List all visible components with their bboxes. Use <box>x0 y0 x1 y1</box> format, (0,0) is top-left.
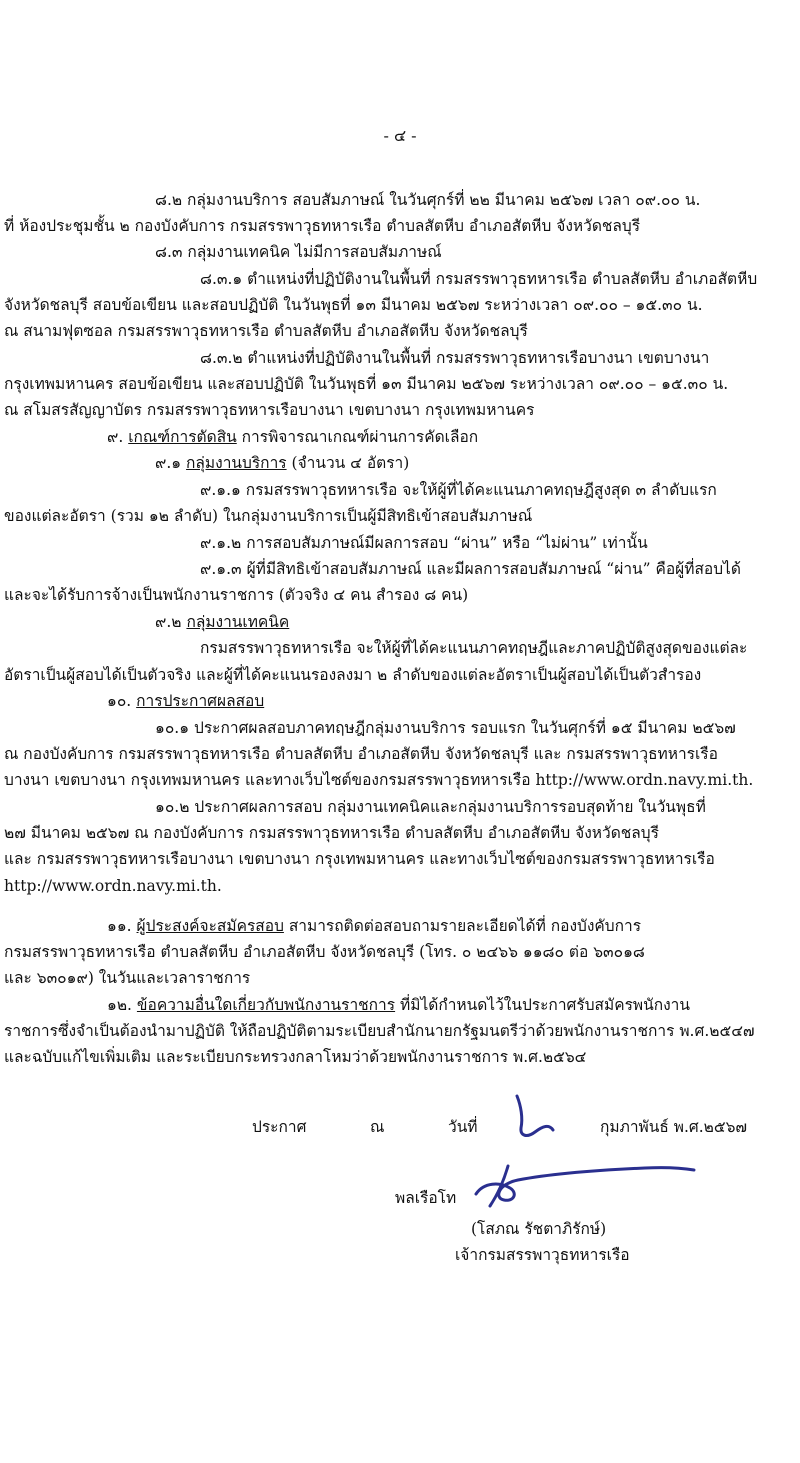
section-10-1-text: ประกาศผลสอบภาคทฤษฎีกลุ่มงานบริการ รอบแรก ในวันศุกร์ที่ ๑๕ มีนาคม ๒๕๖๗ <box>194 719 736 737</box>
handwritten-day-numeral <box>505 1092 561 1144</box>
section-8-3-1-line-3: ณ สนามฟุตซอล กรมสรรพาวุธทหารเรือ ตำบลสัตหีบ อำเภอสัตหีบ จังหวัดชลบุรี <box>4 322 528 340</box>
section-12-number: ๑๒. <box>107 996 137 1014</box>
section-8-2-line-2: ที่ ห้องประชุมชั้น ๒ กองบังคับการ กรมสรรพาวุธทหารเรือ ตำบลสัตหีบ อำเภอสัตหีบ จังหวัดชลบุรี <box>4 217 641 235</box>
section-10-2-url: http://www.ordn.navy.mi.th. <box>4 877 222 895</box>
section-9-2-title: กลุ่มงานเทคนิค <box>186 613 290 631</box>
section-11-line-2: กรมสรรพาวุธทหารเรือ ตำบลสัตหีบ อำเภอสัตหีบ จังหวัดชลบุรี (โทร. ๐ ๒๔๖๖ ๑๑๘๐ ต่อ ๖๓๐๑๘ <box>4 943 645 961</box>
section-9-1-3-line-1: ๙.๑.๓ ผู้ที่มีสิทธิเข้าสอบสัมภาษณ์ และมีผลการสอบสัมภาษณ์ “ผ่าน” คือผู้ที่สอบได้ <box>200 560 741 578</box>
signer-position: เจ้ากรมสรรพาวุธทหารเรือ <box>455 1246 630 1264</box>
section-8-3-heading: ๘.๓ กลุ่มงานเทคนิค ไม่มีการสอบสัมภาษณ์ <box>155 243 442 261</box>
section-9-heading <box>107 425 478 449</box>
section-8-2-line-1: ๘.๒ กลุ่มงานบริการ สอบสัมภาษณ์ ในวันศุกร์ที่ ๒๒ มีนาคม ๒๕๖๗ เวลา ๐๙.๐๐ น. <box>155 191 701 209</box>
section-11-number: ๑๑. <box>107 917 137 935</box>
section-9-1-title: กลุ่มงานบริการ <box>186 454 287 472</box>
section-12-text: ที่มิได้กำหนดไว้ในประกาศรับสมัครพนักงาน <box>395 996 690 1014</box>
section-9-1-3-line-2: และจะได้รับการจ้างเป็นพนักงานราชการ (ตัวจริง ๔ คน สำรอง ๘ คน) <box>4 586 469 604</box>
section-10-1-line-1 <box>155 716 736 740</box>
section-12-line-1 <box>107 993 690 1017</box>
date-label: วันที่ <box>448 1118 478 1136</box>
section-10-2-number: ๑๐.๒ <box>155 798 195 816</box>
section-9-2-line-1: กรมสรรพาวุธทหารเรือ จะให้ผู้ที่ได้คะแนนภาคทฤษฎีและภาคปฏิบัติสูงสุดของแต่ละ <box>200 639 748 657</box>
signature-image <box>470 1160 700 1210</box>
section-10-1-line-3: บางนา เขตบางนา กรุงเทพมหานคร และทางเว็บไซต์ของกรมสรรพาวุธทหารเรือ http://www.ordn.navy.mi.th. <box>4 771 754 789</box>
section-8-3-2-line-2: กรุงเทพมหานคร สอบข้อเขียน และสอบปฏิบัติ ในวันพุธที่ ๑๓ มีนาคม ๒๕๖๗ ระหว่างเวลา ๐๙.๐๐ – ๑๕.๓๐ น. <box>4 375 729 393</box>
section-10-1-line-2: ณ กองบังคับการ กรมสรรพาวุธทหารเรือ ตำบลสัตหีบ อำเภอสัตหีบ จังหวัดชลบุรี และ กรมสรรพาวุธทหารเรือ <box>4 745 718 763</box>
section-9-2-number: ๙.๒ <box>155 613 187 631</box>
section-10-2-text: ประกาศผลการสอบ กลุ่มงานเทคนิคและกลุ่มงานบริการรอบสุดท้าย ในวันพุธที่ <box>194 798 706 816</box>
section-8-3-2-line-1: ๘.๓.๒ ตำแหน่งที่ปฏิบัติงานในพื้นที่ กรมสรรพาวุธทหารเรือบางนา เขตบางนา <box>200 349 710 367</box>
at-label: ณ <box>370 1118 385 1136</box>
section-9-1-heading <box>155 451 409 475</box>
section-8-3-1-line-1: ๘.๓.๑ ตำแหน่งที่ปฏิบัติงานในพื้นที่ กรมสรรพาวุธทหารเรือ ตำบลสัตหีบ อำเภอสัตหีบ <box>200 270 758 288</box>
section-10-heading <box>107 689 264 713</box>
section-10-2-line-3: และ กรมสรรพาวุธทหารเรือบางนา เขตบางนา กรุงเทพมหานคร และทางเว็บไซต์ของกรมสรรพาวุธทหารเรือ <box>4 850 715 868</box>
section-9-1-count: (จำนวน ๔ อัตรา) <box>286 454 410 472</box>
announce-label: ประกาศ <box>252 1118 307 1136</box>
section-11-line-1 <box>107 914 641 938</box>
section-10-2-line-1 <box>155 795 706 819</box>
signer-rank: พลเรือโท <box>395 1189 457 1207</box>
section-11-text: สามารถติดต่อสอบถามรายละเอียดได้ที่ กองบังคับการ <box>283 917 642 935</box>
section-10-title: การประกาศผลสอบ <box>136 692 265 710</box>
section-11-line-3: และ ๖๓๐๑๙) ในวันและเวลาราชการ <box>4 969 251 987</box>
section-12-title: ข้อความอื่นใดเกี่ยวกับพนักงานราชการ <box>136 996 396 1014</box>
section-11-title: ผู้ประสงค์จะสมัครสอบ <box>136 917 284 935</box>
section-8-3-1-line-2: จังหวัดชลบุรี สอบข้อเขียน และสอบปฏิบัติ ในวันพุธที่ ๑๓ มีนาคม ๒๕๖๗ ระหว่างเวลา ๐๙.๐๐ – ๑๕.๓๐ น. <box>4 296 703 314</box>
section-9-title: เกณฑ์การตัดสิน <box>128 428 237 446</box>
section-9-1-number: ๙.๑ <box>155 454 187 472</box>
section-9-subtitle: การพิจารณาเกณฑ์ผ่านการคัดเลือก <box>236 428 479 446</box>
section-9-1-2: ๙.๑.๒ การสอบสัมภาษณ์มีผลการสอบ “ผ่าน” หรือ “ไม่ผ่าน” เท่านั้น <box>200 534 648 552</box>
section-9-2-heading <box>155 610 289 634</box>
section-9-2-line-2: อัตราเป็นผู้สอบได้เป็นตัวจริง และผู้ที่ได้คะแนนรองลงมา ๒ ลำดับของแต่ละอัตราเป็นผู้สอบได้เป็นตัวสำรอง <box>4 666 702 684</box>
page-number: - ๔ - <box>383 126 417 145</box>
month-year: กุมภาพันธ์ พ.ศ.๒๕๖๗ <box>600 1118 748 1136</box>
section-10-2-line-2: ๒๗ มีนาคม ๒๕๖๗ ณ กองบังคับการ กรมสรรพาวุธทหารเรือ ตำบลสัตหีบ อำเภอสัตหีบ จังหวัดชลบุรี <box>4 824 659 842</box>
signer-name: (โสภณ รัชตาภิรักษ์) <box>471 1220 607 1238</box>
section-8-3-2-line-3: ณ สโมสรสัญญาบัตร กรมสรรพาวุธทหารเรือบางนา เขตบางนา กรุงเทพมหานคร <box>4 401 535 419</box>
section-9-1-1-line-1: ๙.๑.๑ กรมสรรพาวุธทหารเรือ จะให้ผู้ที่ได้คะแนนภาคทฤษฎีสูงสุด ๓ ลำดับแรก <box>200 481 717 499</box>
section-12-line-3: และฉบับแก้ไขเพิ่มเติม และระเบียบกระทรวงกลาโหมว่าด้วยพนักงานราชการ พ.ศ.๒๕๖๔ <box>4 1048 587 1066</box>
section-10-number: ๑๐. <box>107 692 137 710</box>
section-12-line-2: ราชการซึ่งจำเป็นต้องนำมาปฏิบัติ ให้ถือปฏิบัติตามระเบียบสำนักนายกรัฐมนตรีว่าด้วยพนักงานราชการ พ.ศ.๒๕๔๗ <box>4 1022 755 1040</box>
section-9-1-1-line-2: ของแต่ละอัตรา (รวม ๑๒ ลำดับ) ในกลุ่มงานบริการเป็นผู้มีสิทธิเข้าสอบสัมภาษณ์ <box>4 507 533 525</box>
section-10-1-number: ๑๐.๑ <box>155 719 194 737</box>
section-9-number: ๙. <box>107 428 129 446</box>
